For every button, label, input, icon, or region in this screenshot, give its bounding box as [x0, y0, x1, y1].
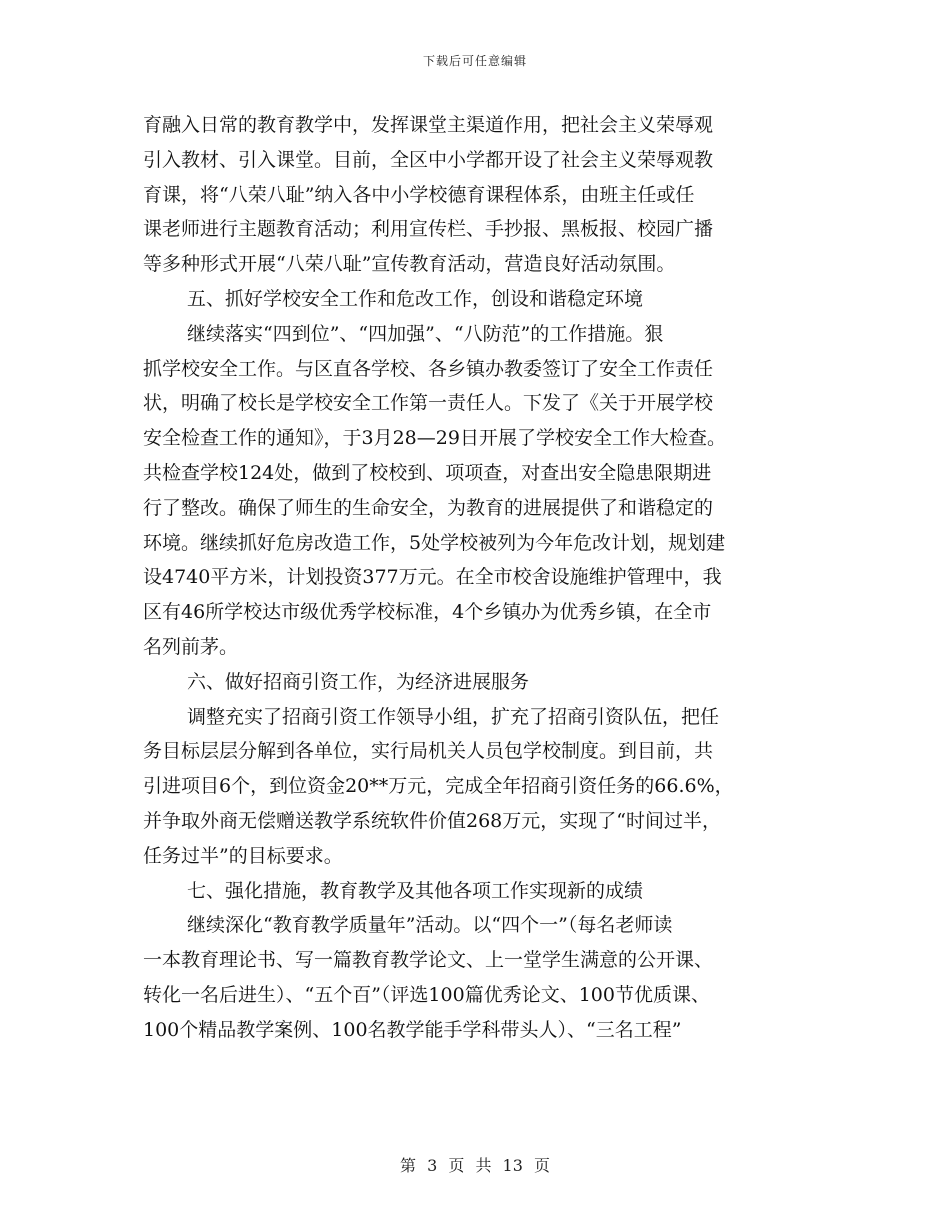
paragraph-first-line: 六、做好招商引资工作，为经济进展服务 [187, 670, 530, 693]
text-line: 抓学校安全工作。与区直各学校、各乡镇办教委签订了安全工作责任 [143, 357, 714, 380]
text-line: 名列前茅。 [143, 635, 239, 658]
text-line: 一本教育理论书、写一篇教育教学论文、上一堂学生满意的公开课、 [143, 949, 714, 972]
text-line: 100个精品教学案例、100名教学能手学科带头人）、“三名工程” [143, 1018, 682, 1041]
text-line: 安全检查工作的通知》，于3月28—29日开展了学校安全工作大检查。 [143, 427, 726, 450]
text-line: 并争取外商无偿赠送教学系统软件价值268万元，实现了“时间过半， [143, 809, 721, 832]
text-line: 育课，将“八荣八耻”纳入各中小学校德育课程体系，由班主任或任 [143, 183, 695, 206]
page-footer: 第 3 页 共 13 页 [400, 1156, 550, 1175]
paragraph-first-line: 五、抓好学校安全工作和危改工作，创设和谐稳定环境 [187, 287, 644, 310]
paragraph-first-line: 继续深化“教育教学质量年”活动。以“四个一”（每名老师读 [187, 914, 673, 937]
text-line: 环境。继续抓好危房改造工作，5处学校被列为今年危改计划，规划建 [143, 531, 726, 554]
text-line: 设4740平方米，计划投资377万元。在全市校舍设施维护管理中，我 [143, 566, 722, 589]
text-line: 务目标层层分解到各单位，实行局机关人员包学校制度。到目前，共 [143, 740, 714, 763]
text-line: 任务过半”的目标要求。 [143, 844, 343, 867]
page-header: 下载后可任意编辑 [422, 54, 527, 68]
text-line: 课老师进行主题教育活动；利用宣传栏、手抄报、黑板报、校园广播 [143, 218, 714, 241]
paragraph-first-line: 七、强化措施，教育教学及其他各项工作实现新的成绩 [187, 879, 644, 902]
text-line: 育融入日常的教育教学中，发挥课堂主渠道作用，把社会主义荣辱观 [143, 114, 714, 136]
paragraph-first-line: 调整充实了招商引资工作领导小组，扩充了招商引资队伍，把任 [187, 705, 720, 728]
document-body [143, 108, 823, 1048]
paragraph-first-line: 继续落实“四到位”、“四加强”、“八防范”的工作措施。狠 [187, 322, 664, 345]
text-line: 行了整改。确保了师生的生命安全，为教育的进展提供了和谐稳定的 [143, 496, 714, 519]
text-line: 区有46所学校达市级优秀学校标准，4个乡镇办为优秀乡镇，在全市 [143, 601, 712, 624]
text-line: 状，明确了校长是学校安全工作第一责任人。下发了《关于开展学校 [143, 392, 714, 415]
text-line: 引入教材、引入课堂。目前，全区中小学都开设了社会主义荣辱观教 [143, 148, 714, 171]
text-line: 等多种形式开展“八荣八耻”宣传教育活动，营造良好活动氛围。 [143, 253, 676, 276]
text-line: 共检查学校124处，做到了校校到、项项查，对查出安全隐患限期进 [143, 461, 712, 484]
text-line: 引进项目6个，到位资金20**万元，完成全年招商引资任务的66.6%， [143, 775, 734, 798]
text-line: 转化一名后进生）、“五个百”（评选100篇优秀论文、100节优质课、 [143, 983, 710, 1006]
